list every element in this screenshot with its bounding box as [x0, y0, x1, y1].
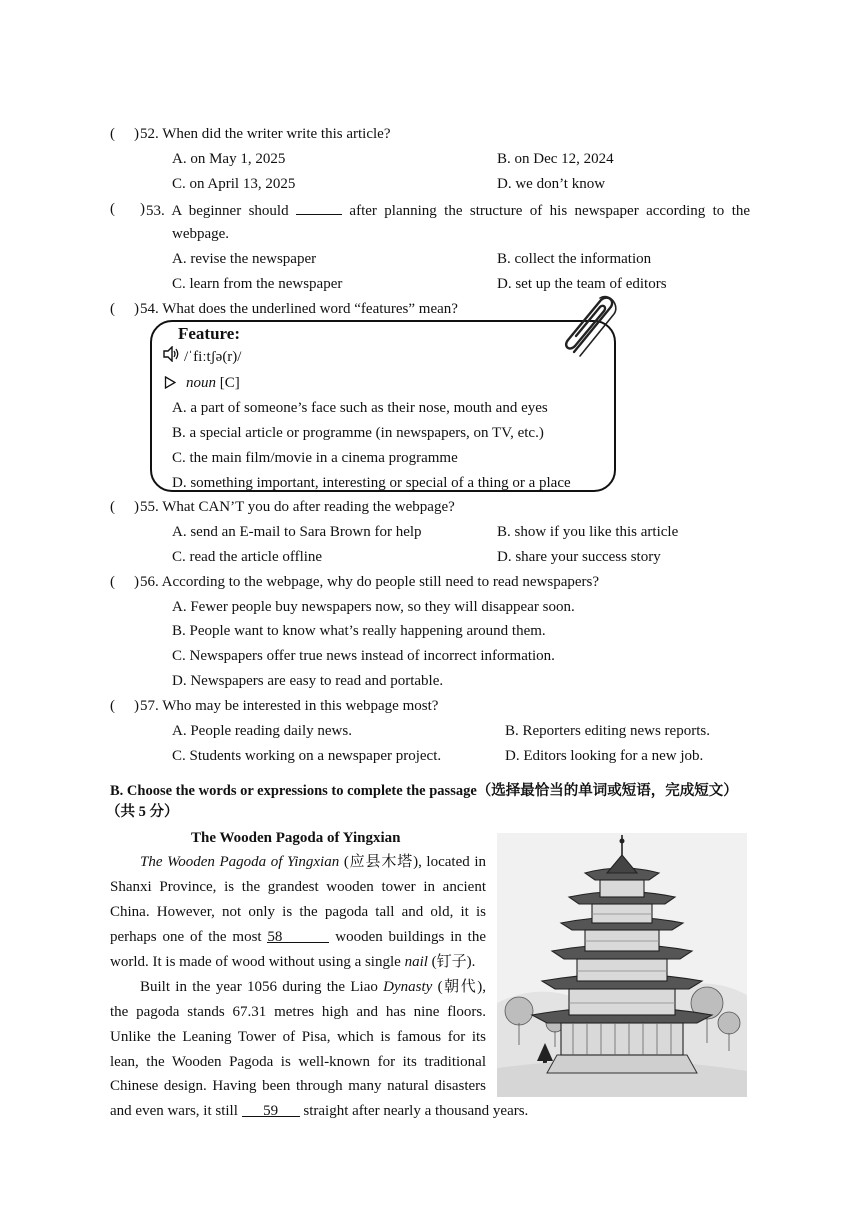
q53-option-d: D. set up the team of editors	[497, 276, 667, 292]
q56-option-c: C. Newspapers offer true news instead of incorrect information.	[172, 648, 555, 664]
q54-stem: 54. What does the underlined word “features” mean?	[140, 301, 458, 317]
passage-line-4-pre: perhaps one of the most	[110, 929, 262, 945]
q52-stem: 52. When did the writer write this article?	[140, 126, 391, 142]
q55-option-a: A. send an E-mail to Sara Brown for help	[172, 524, 422, 540]
q52-option-b: B. on Dec 12, 2024	[497, 151, 614, 167]
q57-stem: 57. Who may be interested in this webpage most?	[140, 698, 439, 714]
passage-line-6-post: (朝代),	[432, 979, 486, 995]
q53-stem-line2: webpage.	[172, 226, 230, 242]
q53-blank	[296, 200, 342, 215]
q56-option-a: A. Fewer people buy newspapers now, so they will disappear soon.	[172, 599, 575, 615]
q54-option-c: C. the main film/movie in a cinema programme	[172, 450, 458, 466]
q53-option-a: A. revise the newspaper	[172, 251, 317, 267]
passage-line-11-post: straight after nearly a thousand years.	[303, 1103, 529, 1119]
q55-option-c: C. read the article offline	[172, 549, 323, 565]
pagoda-illustration	[497, 833, 747, 1097]
passage-line-7: the pagoda stands 67.31 metres high and has nine floors.	[110, 1004, 486, 1020]
q56-option-d: D. Newspapers are easy to read and portable.	[172, 673, 444, 689]
q53-option-c: C. learn from the newspaper	[172, 276, 343, 292]
q57-option-c: C. Students working on a newspaper project.	[172, 748, 442, 764]
q56-paren-close: )	[134, 574, 139, 590]
q52-paren-close: )	[134, 126, 139, 142]
q54-option-a: A. a part of someone’s face such as their nose, mouth and eyes	[172, 400, 548, 416]
passage-line-6-pre: Built in the year 1056 during the Liao	[140, 979, 384, 995]
q57-paren-open: (	[110, 698, 115, 714]
passage-line-8: Unlike the Leaning Tower of Pisa, which is famous for its	[110, 1029, 486, 1045]
q54-option-d: D. something important, interesting or special of a thing or a place	[172, 475, 571, 491]
q52-option-d: D. we don’t know	[497, 176, 606, 192]
passage-line-1	[140, 853, 486, 871]
q53-option-b: B. collect the information	[497, 251, 652, 267]
q53-paren-open: (	[110, 201, 115, 217]
word-nail-italic: nail	[404, 954, 428, 970]
word-dynasty-italic: Dynasty	[383, 979, 433, 995]
triangle-right-icon	[164, 376, 176, 389]
passage-line-5-pre: world. It is made of wood without using a single	[110, 954, 405, 970]
passage-line-1-rest: (应县木塔), located in	[339, 854, 487, 870]
pagoda-name-italic: The Wooden Pagoda of Yingxian	[140, 854, 340, 870]
passage-line-10: Chinese design. Having been through many natural disasters	[110, 1078, 486, 1094]
q57-option-d: D. Editors looking for a new job.	[505, 748, 704, 764]
q55-option-b: B. show if you like this article	[497, 524, 679, 540]
passage-line-2: Shanxi Province, is the grandest wooden tower in ancient	[110, 879, 486, 895]
passage-line-5-post: (钉子).	[427, 954, 476, 970]
q56-paren-open: (	[110, 574, 115, 590]
q52-option-a: A. on May 1, 2025	[172, 151, 286, 167]
section-b-score: （共 5 分）	[106, 804, 179, 820]
passage-line-11-pre: and even wars, it still	[110, 1103, 238, 1119]
q52-option-c: C. on April 13, 2025	[172, 176, 296, 192]
passage-line-5	[110, 953, 475, 971]
passage-title: The Wooden Pagoda of Yingxian	[191, 830, 401, 846]
q52-paren-open: (	[110, 126, 115, 142]
paperclip-icon	[560, 294, 622, 360]
speaker-icon	[163, 346, 181, 362]
q53-stem-pre: 53. A beginner should	[146, 203, 289, 219]
q57-paren-close: )	[134, 698, 139, 714]
feature-pos-tag: [C]	[219, 375, 240, 391]
passage-line-3: China. However, not only is the pagoda tall and old, it is	[110, 904, 486, 920]
feature-pos	[186, 374, 240, 392]
passage-line-9: lean, the Wooden Pagoda is well-known for its traditional	[110, 1054, 486, 1070]
blank-58: 58	[267, 928, 329, 943]
passage-line-4	[110, 928, 486, 946]
q55-paren-open: (	[110, 499, 115, 515]
q55-stem: 55. What CAN’T you do after reading the webpage?	[140, 499, 455, 515]
feature-title: Feature:	[178, 324, 240, 343]
blank-59: 59	[242, 1102, 300, 1117]
q54-paren-close: )	[134, 301, 139, 317]
q56-option-b: B. People want to know what’s really happening around them.	[172, 623, 546, 639]
q55-paren-close: )	[134, 499, 139, 515]
passage-line-6	[140, 978, 486, 996]
feature-pos-noun: noun	[186, 375, 216, 391]
section-b-heading: B. Choose the words or expressions to complete the passage（选择最恰当的单词或短语，完成短文）	[110, 783, 738, 799]
passage-line-4-post: wooden buildings in the	[335, 929, 487, 945]
q53-paren-close: )	[140, 201, 145, 217]
q57-option-b: B. Reporters editing news reports.	[505, 723, 710, 739]
q55-option-d: D. share your success story	[497, 549, 661, 565]
passage-line-11	[110, 1102, 528, 1120]
q54-paren-open: (	[110, 301, 115, 317]
q53-stem	[146, 200, 750, 220]
q54-option-b: B. a special article or programme (in newspapers, on TV, etc.)	[172, 425, 544, 441]
q56-stem: 56. According to the webpage, why do people still need to read newspapers?	[140, 574, 600, 590]
q57-option-a: A. People reading daily news.	[172, 723, 352, 739]
q53-stem-post: after planning the structure of his newspaper according to the	[349, 203, 751, 219]
feature-phonetic: /ˈfiːtʃə(r)/	[184, 349, 242, 365]
